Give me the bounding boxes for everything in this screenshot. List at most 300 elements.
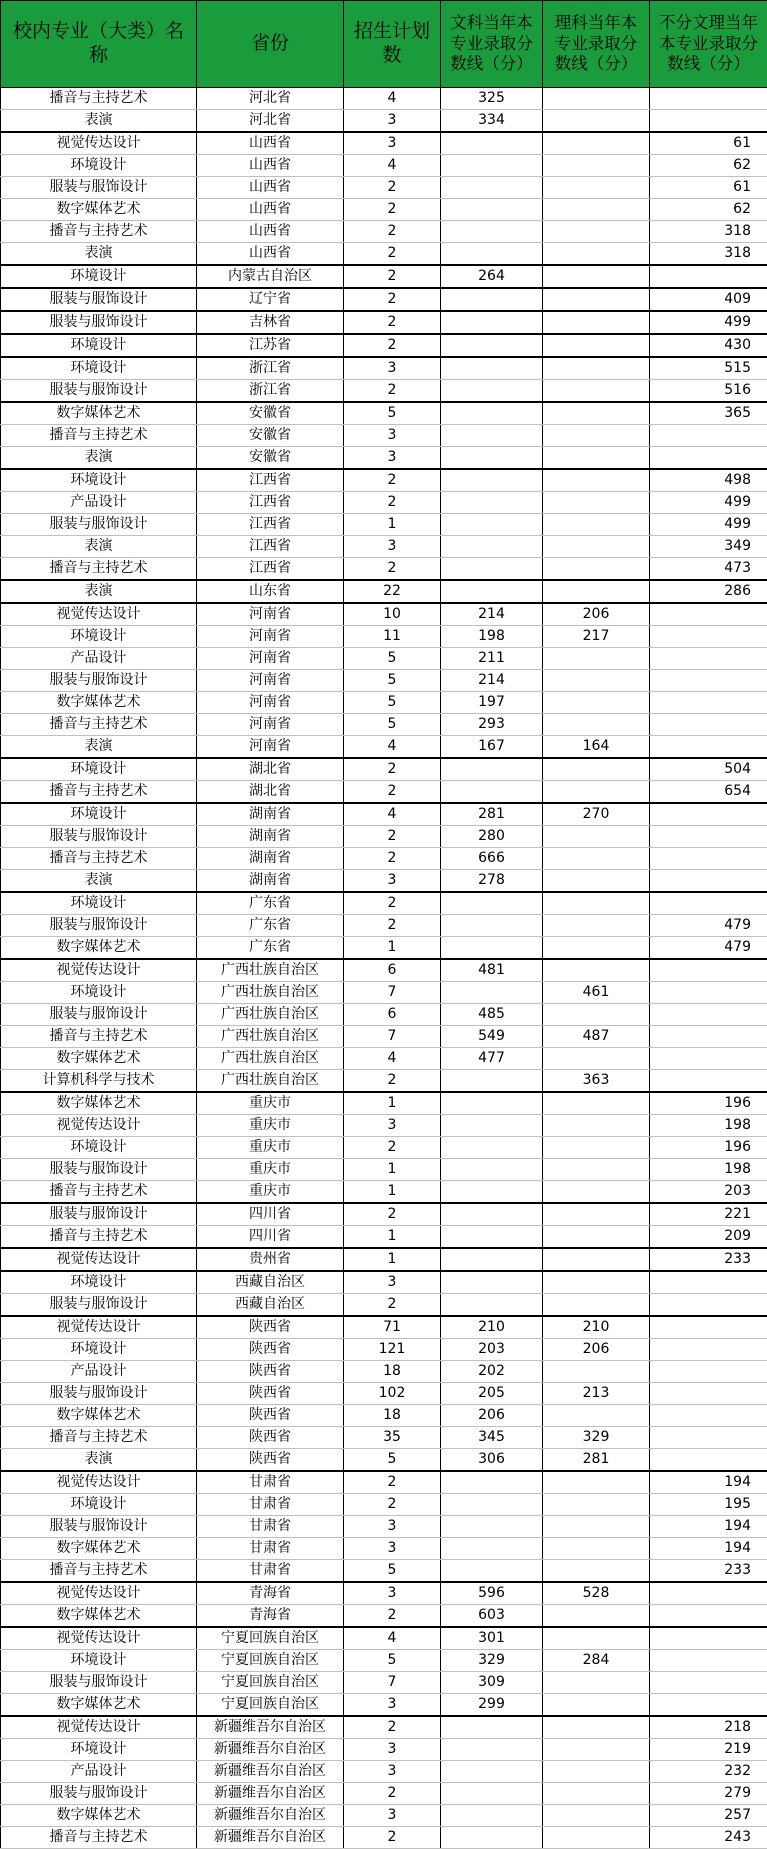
- wen-score-cell: 299: [441, 1694, 543, 1717]
- plan-cell: 5: [344, 1560, 441, 1583]
- li-score-cell: 210: [543, 1316, 650, 1339]
- li-score-cell: [543, 1203, 650, 1226]
- li-score-cell: [543, 469, 650, 492]
- province-cell: 江西省: [197, 558, 344, 581]
- wen-score-cell: 309: [441, 1672, 543, 1694]
- plan-cell: 5: [344, 1449, 441, 1472]
- li-score-cell: [543, 1137, 650, 1159]
- plan-cell: 2: [344, 1494, 441, 1516]
- major-cell: 环境设计: [1, 982, 197, 1004]
- li-score-cell: 329: [543, 1427, 650, 1449]
- plan-cell: 2: [344, 1783, 441, 1805]
- plan-cell: 2: [344, 1203, 441, 1226]
- li-score-cell: [543, 221, 650, 243]
- unified-score-cell: [650, 736, 767, 759]
- li-score-cell: [543, 1004, 650, 1026]
- li-score-cell: 487: [543, 1026, 650, 1048]
- unified-score-cell: [650, 1427, 767, 1449]
- province-cell: 四川省: [197, 1203, 344, 1226]
- table-row: [1, 110, 767, 133]
- major-cell: 播音与主持艺术: [1, 781, 197, 804]
- unified-score-cell: [650, 1449, 767, 1472]
- li-score-cell: [543, 492, 650, 514]
- wen-score-cell: [441, 1471, 543, 1494]
- plan-cell: 2: [344, 243, 441, 266]
- li-score-cell: [543, 1560, 650, 1583]
- plan-cell: 2: [344, 1605, 441, 1628]
- wen-score-cell: [441, 1115, 543, 1137]
- wen-score-cell: 325: [441, 88, 543, 110]
- wen-score-cell: 301: [441, 1627, 543, 1650]
- major-cell: 服装与服饰设计: [1, 288, 197, 311]
- wen-score-cell: [441, 221, 543, 243]
- unified-score-cell: 515: [650, 357, 767, 380]
- plan-cell: 2: [344, 492, 441, 514]
- major-cell: 表演: [1, 870, 197, 893]
- major-cell: 视觉传达设计: [1, 1471, 197, 1494]
- plan-cell: 2: [344, 311, 441, 334]
- plan-cell: 121: [344, 1339, 441, 1361]
- unified-score-cell: [650, 1026, 767, 1048]
- unified-score-cell: 504: [650, 758, 767, 781]
- wen-score-cell: [441, 1761, 543, 1783]
- unified-score-cell: [650, 1694, 767, 1717]
- table-row: [1, 1383, 767, 1405]
- unified-score-cell: 221: [650, 1203, 767, 1226]
- unified-score-cell: 61: [650, 177, 767, 199]
- province-cell: 河南省: [197, 603, 344, 626]
- major-cell: 环境设计: [1, 1271, 197, 1294]
- li-score-cell: [543, 1694, 650, 1717]
- major-cell: 播音与主持艺术: [1, 1181, 197, 1204]
- province-cell: 浙江省: [197, 357, 344, 380]
- wen-score-cell: [441, 558, 543, 581]
- province-cell: 陕西省: [197, 1405, 344, 1427]
- province-cell: 甘肃省: [197, 1538, 344, 1560]
- wen-score-cell: 481: [441, 959, 543, 982]
- li-score-cell: [543, 692, 650, 714]
- table-row: [1, 1004, 767, 1026]
- table-row: [1, 1449, 767, 1472]
- li-score-cell: 281: [543, 1449, 650, 1472]
- plan-cell: 1: [344, 1092, 441, 1115]
- plan-cell: 2: [344, 334, 441, 357]
- wen-score-cell: 549: [441, 1026, 543, 1048]
- header-plan: 招生计划数: [344, 1, 441, 88]
- plan-cell: 2: [344, 848, 441, 870]
- major-cell: 数字媒体艺术: [1, 402, 197, 425]
- unified-score-cell: [650, 714, 767, 736]
- unified-score-cell: [650, 603, 767, 626]
- plan-cell: 3: [344, 870, 441, 893]
- wen-score-cell: 485: [441, 1004, 543, 1026]
- li-score-cell: [543, 758, 650, 781]
- unified-score-cell: 198: [650, 1115, 767, 1137]
- plan-cell: 18: [344, 1405, 441, 1427]
- wen-score-cell: [441, 1805, 543, 1827]
- province-cell: 西藏自治区: [197, 1294, 344, 1317]
- province-cell: 重庆市: [197, 1115, 344, 1137]
- province-cell: 河北省: [197, 88, 344, 110]
- unified-score-cell: 473: [650, 558, 767, 581]
- wen-score-cell: [441, 1827, 543, 1849]
- table-row: [1, 380, 767, 403]
- unified-score-cell: 479: [650, 915, 767, 937]
- unified-score-cell: [650, 265, 767, 288]
- plan-cell: 35: [344, 1427, 441, 1449]
- li-score-cell: [543, 937, 650, 960]
- province-cell: 陕西省: [197, 1316, 344, 1339]
- li-score-cell: [543, 155, 650, 177]
- major-cell: 环境设计: [1, 1739, 197, 1761]
- unified-score-cell: [650, 692, 767, 714]
- table-row: [1, 1471, 767, 1494]
- unified-score-cell: [650, 1582, 767, 1605]
- unified-score-cell: 198: [650, 1159, 767, 1181]
- li-score-cell: 461: [543, 982, 650, 1004]
- table-row: [1, 177, 767, 199]
- wen-score-cell: [441, 357, 543, 380]
- major-cell: 视觉传达设计: [1, 603, 197, 626]
- table-row: [1, 826, 767, 848]
- plan-cell: 2: [344, 892, 441, 915]
- unified-score-cell: 318: [650, 243, 767, 266]
- table-row: [1, 870, 767, 893]
- major-cell: 播音与主持艺术: [1, 848, 197, 870]
- li-score-cell: [543, 1361, 650, 1383]
- unified-score-cell: [650, 1004, 767, 1026]
- wen-score-cell: 211: [441, 648, 543, 670]
- li-score-cell: [543, 288, 650, 311]
- plan-cell: 4: [344, 1627, 441, 1650]
- plan-cell: 1: [344, 1248, 441, 1271]
- table-row: [1, 88, 767, 110]
- province-cell: 山东省: [197, 580, 344, 603]
- table-row: [1, 1494, 767, 1516]
- unified-score-cell: [650, 1627, 767, 1650]
- table-row: [1, 1294, 767, 1317]
- province-cell: 河南省: [197, 692, 344, 714]
- major-cell: 数字媒体艺术: [1, 1538, 197, 1560]
- province-cell: 陕西省: [197, 1427, 344, 1449]
- plan-cell: 2: [344, 1294, 441, 1317]
- province-cell: 陕西省: [197, 1361, 344, 1383]
- wen-score-cell: [441, 1294, 543, 1317]
- major-cell: 数字媒体艺术: [1, 1092, 197, 1115]
- province-cell: 四川省: [197, 1226, 344, 1249]
- li-score-cell: [543, 1115, 650, 1137]
- li-score-cell: [543, 781, 650, 804]
- table-row: [1, 1361, 767, 1383]
- plan-cell: 2: [344, 915, 441, 937]
- unified-score-cell: 61: [650, 132, 767, 155]
- major-cell: 表演: [1, 447, 197, 470]
- unified-score-cell: [650, 892, 767, 915]
- li-score-cell: 284: [543, 1650, 650, 1672]
- table-row: [1, 670, 767, 692]
- li-score-cell: [543, 1271, 650, 1294]
- table-row: [1, 1761, 767, 1783]
- unified-score-cell: 233: [650, 1248, 767, 1271]
- province-cell: 湖南省: [197, 826, 344, 848]
- wen-score-cell: 205: [441, 1383, 543, 1405]
- table-row: [1, 1783, 767, 1805]
- li-score-cell: 164: [543, 736, 650, 759]
- plan-cell: 2: [344, 781, 441, 804]
- wen-score-cell: [441, 402, 543, 425]
- plan-cell: 5: [344, 402, 441, 425]
- unified-score-cell: 194: [650, 1538, 767, 1560]
- li-score-cell: [543, 1494, 650, 1516]
- plan-cell: 1: [344, 1226, 441, 1249]
- table-row: [1, 1026, 767, 1048]
- major-cell: 数字媒体艺术: [1, 199, 197, 221]
- unified-score-cell: [650, 959, 767, 982]
- wen-score-cell: 306: [441, 1449, 543, 1472]
- unified-score-cell: 218: [650, 1716, 767, 1739]
- plan-cell: 3: [344, 1516, 441, 1538]
- plan-cell: 3: [344, 1761, 441, 1783]
- wen-score-cell: [441, 781, 543, 804]
- table-row: [1, 1739, 767, 1761]
- unified-score-cell: [650, 447, 767, 470]
- unified-score-cell: 196: [650, 1092, 767, 1115]
- major-cell: 表演: [1, 243, 197, 266]
- province-cell: 新疆维吾尔自治区: [197, 1805, 344, 1827]
- major-cell: 服装与服饰设计: [1, 380, 197, 403]
- province-cell: 山西省: [197, 199, 344, 221]
- plan-cell: 2: [344, 288, 441, 311]
- table-row: [1, 1582, 767, 1605]
- major-cell: 服装与服饰设计: [1, 1159, 197, 1181]
- table-row: [1, 1271, 767, 1294]
- major-cell: 表演: [1, 736, 197, 759]
- major-cell: 服装与服饰设计: [1, 826, 197, 848]
- unified-score-cell: 499: [650, 311, 767, 334]
- unified-score-cell: [650, 1405, 767, 1427]
- major-cell: 环境设计: [1, 265, 197, 288]
- major-cell: 环境设计: [1, 155, 197, 177]
- major-cell: 环境设计: [1, 1494, 197, 1516]
- table-row: [1, 536, 767, 558]
- unified-score-cell: [650, 88, 767, 110]
- plan-cell: 7: [344, 1672, 441, 1694]
- li-score-cell: [543, 265, 650, 288]
- table-row: [1, 1516, 767, 1538]
- major-cell: 播音与主持艺术: [1, 1226, 197, 1249]
- plan-cell: 1: [344, 514, 441, 536]
- plan-cell: 7: [344, 982, 441, 1004]
- unified-score-cell: [650, 1672, 767, 1694]
- unified-score-cell: [650, 1070, 767, 1093]
- li-score-cell: [543, 915, 650, 937]
- table-row: [1, 469, 767, 492]
- header-province: 省份: [197, 1, 344, 88]
- table-row: [1, 1827, 767, 1849]
- table-row: [1, 803, 767, 826]
- header-major: 校内专业（大类）名称: [1, 1, 197, 88]
- wen-score-cell: [441, 1181, 543, 1204]
- province-cell: 宁夏回族自治区: [197, 1672, 344, 1694]
- table-row: [1, 199, 767, 221]
- wen-score-cell: [441, 1248, 543, 1271]
- unified-score-cell: 62: [650, 199, 767, 221]
- header-wen-score: 文科当年本专业录取分数线（分）: [441, 1, 543, 88]
- major-cell: 播音与主持艺术: [1, 221, 197, 243]
- li-score-cell: [543, 1405, 650, 1427]
- unified-score-cell: 209: [650, 1226, 767, 1249]
- table-row: [1, 1650, 767, 1672]
- unified-score-cell: 194: [650, 1516, 767, 1538]
- wen-score-cell: [441, 758, 543, 781]
- li-score-cell: [543, 402, 650, 425]
- province-cell: 安徽省: [197, 402, 344, 425]
- unified-score-cell: 430: [650, 334, 767, 357]
- major-cell: 产品设计: [1, 1761, 197, 1783]
- plan-cell: 3: [344, 447, 441, 470]
- table-row: [1, 1316, 767, 1339]
- unified-score-cell: [650, 425, 767, 447]
- plan-cell: 2: [344, 199, 441, 221]
- plan-cell: 4: [344, 803, 441, 826]
- major-cell: 表演: [1, 1449, 197, 1472]
- province-cell: 重庆市: [197, 1137, 344, 1159]
- table-row: [1, 1137, 767, 1159]
- wen-score-cell: 666: [441, 848, 543, 870]
- li-score-cell: [543, 826, 650, 848]
- province-cell: 西藏自治区: [197, 1271, 344, 1294]
- table-row: [1, 288, 767, 311]
- table-row: [1, 1159, 767, 1181]
- province-cell: 新疆维吾尔自治区: [197, 1827, 344, 1849]
- li-score-cell: [543, 1672, 650, 1694]
- province-cell: 吉林省: [197, 311, 344, 334]
- unified-score-cell: [650, 1605, 767, 1628]
- major-cell: 视觉传达设计: [1, 1316, 197, 1339]
- wen-score-cell: 293: [441, 714, 543, 736]
- wen-score-cell: [441, 1070, 543, 1093]
- province-cell: 安徽省: [197, 425, 344, 447]
- li-score-cell: 528: [543, 1582, 650, 1605]
- wen-score-cell: 214: [441, 670, 543, 692]
- unified-score-cell: 516: [650, 380, 767, 403]
- li-score-cell: [543, 1538, 650, 1560]
- major-cell: 环境设计: [1, 1339, 197, 1361]
- plan-cell: 2: [344, 1827, 441, 1849]
- wen-score-cell: [441, 288, 543, 311]
- plan-cell: 2: [344, 265, 441, 288]
- table-row: [1, 265, 767, 288]
- table-row: [1, 1627, 767, 1650]
- wen-score-cell: 603: [441, 1605, 543, 1628]
- wen-score-cell: [441, 132, 543, 155]
- major-cell: 服装与服饰设计: [1, 915, 197, 937]
- province-cell: 贵州省: [197, 1248, 344, 1271]
- table-row: [1, 1248, 767, 1271]
- table-row: [1, 758, 767, 781]
- major-cell: 服装与服饰设计: [1, 1672, 197, 1694]
- province-cell: 广西壮族自治区: [197, 1070, 344, 1093]
- province-cell: 江西省: [197, 492, 344, 514]
- unified-score-cell: [650, 648, 767, 670]
- province-cell: 广西壮族自治区: [197, 982, 344, 1004]
- plan-cell: 3: [344, 1694, 441, 1717]
- table-row: [1, 1070, 767, 1093]
- li-score-cell: [543, 1783, 650, 1805]
- plan-cell: 4: [344, 88, 441, 110]
- province-cell: 河南省: [197, 714, 344, 736]
- major-cell: 服装与服饰设计: [1, 1203, 197, 1226]
- unified-score-cell: 365: [650, 402, 767, 425]
- major-cell: 环境设计: [1, 469, 197, 492]
- unified-score-cell: [650, 626, 767, 648]
- header-li-score: 理科当年本专业录取分数线（分）: [543, 1, 650, 88]
- wen-score-cell: [441, 514, 543, 536]
- province-cell: 广西壮族自治区: [197, 1026, 344, 1048]
- wen-score-cell: [441, 334, 543, 357]
- province-cell: 湖南省: [197, 848, 344, 870]
- province-cell: 新疆维吾尔自治区: [197, 1761, 344, 1783]
- major-cell: 数字媒体艺术: [1, 1405, 197, 1427]
- plan-cell: 10: [344, 603, 441, 626]
- unified-score-cell: 349: [650, 536, 767, 558]
- wen-score-cell: [441, 177, 543, 199]
- plan-cell: 5: [344, 670, 441, 692]
- li-score-cell: [543, 959, 650, 982]
- province-cell: 甘肃省: [197, 1494, 344, 1516]
- li-score-cell: [543, 1092, 650, 1115]
- table-row: [1, 892, 767, 915]
- major-cell: 视觉传达设计: [1, 1248, 197, 1271]
- major-cell: 产品设计: [1, 492, 197, 514]
- table-row: [1, 959, 767, 982]
- province-cell: 广东省: [197, 937, 344, 960]
- plan-cell: 2: [344, 221, 441, 243]
- plan-cell: 2: [344, 469, 441, 492]
- wen-score-cell: [441, 892, 543, 915]
- wen-score-cell: [441, 243, 543, 266]
- table-row: [1, 1181, 767, 1204]
- wen-score-cell: [441, 380, 543, 403]
- wen-score-cell: 198: [441, 626, 543, 648]
- province-cell: 新疆维吾尔自治区: [197, 1783, 344, 1805]
- unified-score-cell: 196: [650, 1137, 767, 1159]
- province-cell: 江西省: [197, 514, 344, 536]
- plan-cell: 1: [344, 937, 441, 960]
- wen-score-cell: 281: [441, 803, 543, 826]
- wen-score-cell: 345: [441, 1427, 543, 1449]
- plan-cell: 3: [344, 357, 441, 380]
- wen-score-cell: [441, 580, 543, 603]
- unified-score-cell: 499: [650, 514, 767, 536]
- wen-score-cell: [441, 1538, 543, 1560]
- major-cell: 数字媒体艺术: [1, 1048, 197, 1070]
- table-row: [1, 1694, 767, 1717]
- plan-cell: 5: [344, 692, 441, 714]
- province-cell: 广西壮族自治区: [197, 1004, 344, 1026]
- province-cell: 河南省: [197, 736, 344, 759]
- li-score-cell: [543, 311, 650, 334]
- unified-score-cell: 318: [650, 221, 767, 243]
- unified-score-cell: 195: [650, 1494, 767, 1516]
- wen-score-cell: [441, 982, 543, 1004]
- plan-cell: 7: [344, 1026, 441, 1048]
- table-row: [1, 1605, 767, 1628]
- province-cell: 广东省: [197, 915, 344, 937]
- unified-score-cell: 286: [650, 580, 767, 603]
- li-score-cell: [543, 714, 650, 736]
- province-cell: 江苏省: [197, 334, 344, 357]
